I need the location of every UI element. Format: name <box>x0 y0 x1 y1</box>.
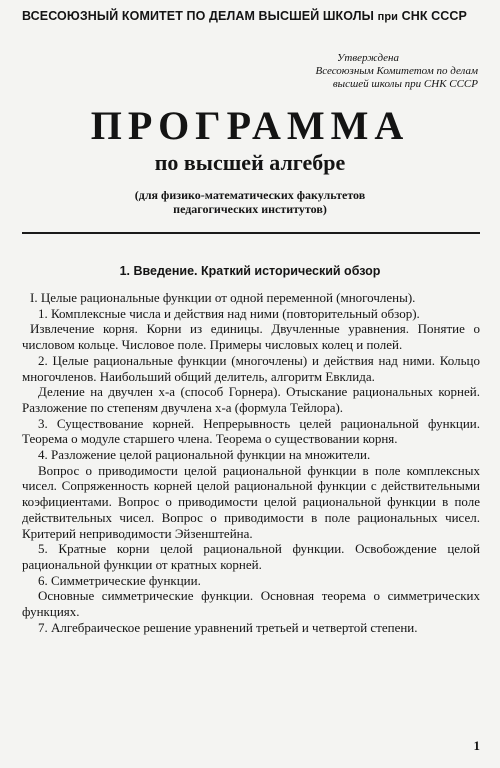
paragraph: 7. Алгебраическое решение уравнений третьей и четвертой степени. <box>38 619 418 635</box>
committee-preposition: при <box>377 11 399 23</box>
document-subtitle: по высшей алгебре <box>154 150 346 175</box>
committee-header <box>22 9 482 23</box>
paragraph: 1. Комплексные числа и действия над ними (повторительный обзор). <box>38 305 420 321</box>
committee-name: ВСЕСОЮЗНЫЙ КОМИТЕТ ПО ДЕЛАМ ВЫСШЕЙ ШКОЛЫ <box>22 9 374 23</box>
section-heading: 1. Введение. Краткий исторический обзор <box>119 264 381 278</box>
paragraph: 2. Целые рациональные функции (многочлены) и действия над ними. Кольцо многочленов. Наибольший общий делитель, алгоритм Евклида. <box>22 352 480 384</box>
audience-note-line-1: (для физико-математических факультетов <box>134 188 366 202</box>
paragraph: Деление на двучлен x-a (способ Горнера). Отыскание рациональных корней. Разложение по степеням двучлена x-a (формула Тейлора). <box>22 384 480 415</box>
approval-line-3: высшей школы при СНК СССР <box>332 78 478 90</box>
divider-rule <box>22 232 480 234</box>
audience-note-line-2: педагогических институтов) <box>173 202 327 216</box>
approval-line-2: Всесоюзным Комитетом по делам <box>315 65 478 77</box>
page-number: 1 <box>473 738 480 753</box>
paragraph: 6. Симметрические функции. <box>38 572 201 588</box>
paragraph: Извлечение корня. Корни из единицы. Двучленные уравнения. Понятие о числовом кольце. Числовое поле. Примеры числовых колец и полей. <box>22 321 480 353</box>
paragraph: I. Целые рациональные функции от одной переменной (многочлены). <box>30 290 416 305</box>
paragraph: Вопрос о приводимости целой рациональной функции в поле комплексных чисел. Сопряженность корней целой рациональной функции с действительными коэфициентами. Вопрос о приводимости целой рациональной функции в поле действительных чисел. Вопрос о приводимости в поле рациональных чисел. Критерий неприводимости Эйзенштейна. <box>22 462 480 541</box>
paragraph: 5. Кратные корни целой рациональной функции. Освобождение целой рациональной функции от кратных корней. <box>22 541 480 572</box>
paragraph: 4. Разложение целой рациональной функции на множители. <box>38 447 371 463</box>
section-body <box>22 290 480 635</box>
audience-note <box>0 188 500 216</box>
approval-line-1: Утверждена <box>337 52 399 64</box>
committee-government: СНК СССР <box>401 9 467 23</box>
document-title: ПРОГРАММА <box>90 103 410 148</box>
paragraph: 3. Существование корней. Непрерывность целей рациональной функции. Теорема о модуле старшего члена. Теорема о существовании корня. <box>22 415 480 447</box>
paragraph: Основные симметрические функции. Основная теорема о симметрических функциях. <box>22 588 480 620</box>
approval-note <box>248 52 478 91</box>
